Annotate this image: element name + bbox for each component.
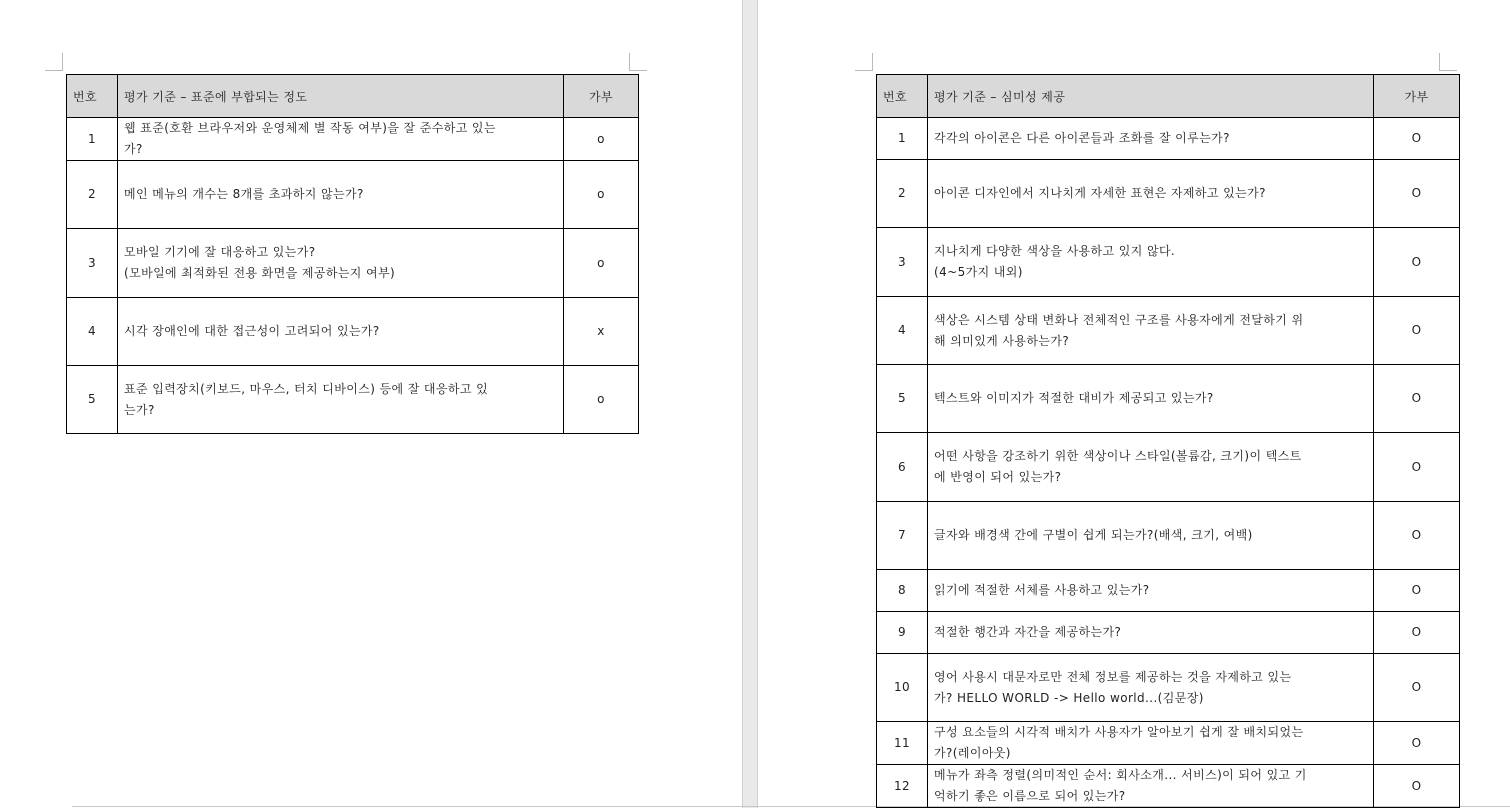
row-criteria: 적절한 행간과 자간을 제공하는가? — [928, 612, 1374, 654]
table-row — [877, 654, 1460, 722]
row-number: 7 — [877, 502, 928, 570]
table-row — [877, 433, 1460, 502]
table-row — [67, 229, 639, 298]
header-criteria: 평가 기준 – 표준에 부합되는 정도 — [118, 75, 564, 118]
row-result: O — [1374, 365, 1460, 433]
row-criteria: 아이콘 디자인에서 지나치게 자세한 표현은 자제하고 있는가? — [928, 160, 1374, 228]
corner-mark — [45, 70, 63, 71]
row-number: 6 — [877, 433, 928, 502]
row-criteria: 색상은 시스템 상태 변화나 전체적인 구조를 사용자에게 전달하기 위 해 의미있게 사용하는가? — [928, 297, 1374, 365]
row-number: 9 — [877, 612, 928, 654]
row-criteria: 메인 메뉴의 개수는 8개를 초과하지 않는가? — [118, 161, 564, 229]
table-row — [877, 612, 1460, 654]
row-number: 4 — [877, 297, 928, 365]
row-criteria: 웹 표준(호환 브라우저와 운영체제 별 작동 여부)을 잘 준수하고 있는 가? — [118, 118, 564, 161]
row-criteria: 모바일 기기에 잘 대응하고 있는가? (모바일에 최적화된 전용 화면을 제공하는지 여부) — [118, 229, 564, 298]
page-gutter — [742, 0, 758, 808]
row-result: O — [1374, 160, 1460, 228]
row-number: 2 — [67, 161, 118, 229]
table-row — [877, 160, 1460, 228]
row-result: o — [564, 161, 639, 229]
header-number: 번호 — [877, 75, 928, 118]
table-row — [877, 228, 1460, 297]
corner-mark — [1439, 70, 1457, 71]
row-criteria: 메뉴가 좌측 정렬(의미적인 순서: 회사소개... 서비스)이 되어 있고 기 억하기 좋은 이름으로 되어 있는가? — [928, 765, 1374, 808]
table-row — [67, 161, 639, 229]
table-row — [67, 366, 639, 434]
corner-mark — [629, 53, 630, 70]
evaluation-table-aesthetics — [876, 74, 1460, 808]
table-row — [877, 502, 1460, 570]
header-number: 번호 — [67, 75, 118, 118]
row-number: 5 — [877, 365, 928, 433]
row-criteria: 각각의 아이콘은 다른 아이콘들과 조화를 잘 이루는가? — [928, 118, 1374, 160]
table-row — [67, 118, 639, 161]
corner-mark — [629, 70, 647, 71]
row-number: 1 — [877, 118, 928, 160]
row-number: 12 — [877, 765, 928, 808]
row-result: O — [1374, 612, 1460, 654]
row-number: 4 — [67, 298, 118, 366]
row-criteria: 지나치게 다양한 색상을 사용하고 있지 않다. (4~5가지 내외) — [928, 228, 1374, 297]
header-result: 가부 — [1374, 75, 1460, 118]
row-criteria: 읽기에 적절한 서체를 사용하고 있는가? — [928, 570, 1374, 612]
corner-mark — [1439, 53, 1440, 70]
table-row — [877, 570, 1460, 612]
row-criteria: 텍스트와 이미지가 적절한 대비가 제공되고 있는가? — [928, 365, 1374, 433]
row-criteria: 표준 입력장치(키보드, 마우스, 터치 디바이스) 등에 잘 대응하고 있 는가? — [118, 366, 564, 434]
table-header-row — [67, 75, 639, 118]
row-number: 5 — [67, 366, 118, 434]
row-number: 2 — [877, 160, 928, 228]
row-number: 3 — [67, 229, 118, 298]
header-criteria: 평가 기준 – 심미성 제공 — [928, 75, 1374, 118]
table-row — [67, 298, 639, 366]
row-result: O — [1374, 765, 1460, 808]
row-criteria: 어떤 사항을 강조하기 위한 색상이나 스타일(볼륨감, 크기)이 텍스트 에 반영이 되어 있는가? — [928, 433, 1374, 502]
header-result: 가부 — [564, 75, 639, 118]
table-row — [877, 722, 1460, 765]
row-result: x — [564, 298, 639, 366]
table-row — [877, 118, 1460, 160]
row-number: 3 — [877, 228, 928, 297]
row-criteria: 영어 사용시 대문자로만 전체 정보를 제공하는 것을 자제하고 있는 가? HELLO WORLD -> Hello world...(김문장) — [928, 654, 1374, 722]
corner-mark — [855, 70, 873, 71]
row-result: O — [1374, 654, 1460, 722]
row-criteria: 구성 요소들의 시각적 배치가 사용자가 알아보기 쉽게 잘 배치되었는 가?(레이아웃) — [928, 722, 1374, 765]
row-result: o — [564, 366, 639, 434]
table-row — [877, 297, 1460, 365]
row-result: o — [564, 118, 639, 161]
corner-mark — [872, 53, 873, 70]
evaluation-table-standards — [66, 74, 639, 434]
row-number: 10 — [877, 654, 928, 722]
table-row — [877, 365, 1460, 433]
row-criteria: 시각 장애인에 대한 접근성이 고려되어 있는가? — [118, 298, 564, 366]
row-result: O — [1374, 297, 1460, 365]
corner-mark — [62, 53, 63, 70]
row-result: O — [1374, 433, 1460, 502]
row-result: O — [1374, 228, 1460, 297]
row-criteria: 글자와 배경색 간에 구별이 쉽게 되는가?(배색, 크기, 여백) — [928, 502, 1374, 570]
row-number: 8 — [877, 570, 928, 612]
row-result: O — [1374, 118, 1460, 160]
table-header-row — [877, 75, 1460, 118]
row-result: O — [1374, 570, 1460, 612]
row-result: O — [1374, 722, 1460, 765]
row-number: 1 — [67, 118, 118, 161]
table-row — [877, 765, 1460, 808]
row-result: O — [1374, 502, 1460, 570]
row-result: o — [564, 229, 639, 298]
row-number: 11 — [877, 722, 928, 765]
